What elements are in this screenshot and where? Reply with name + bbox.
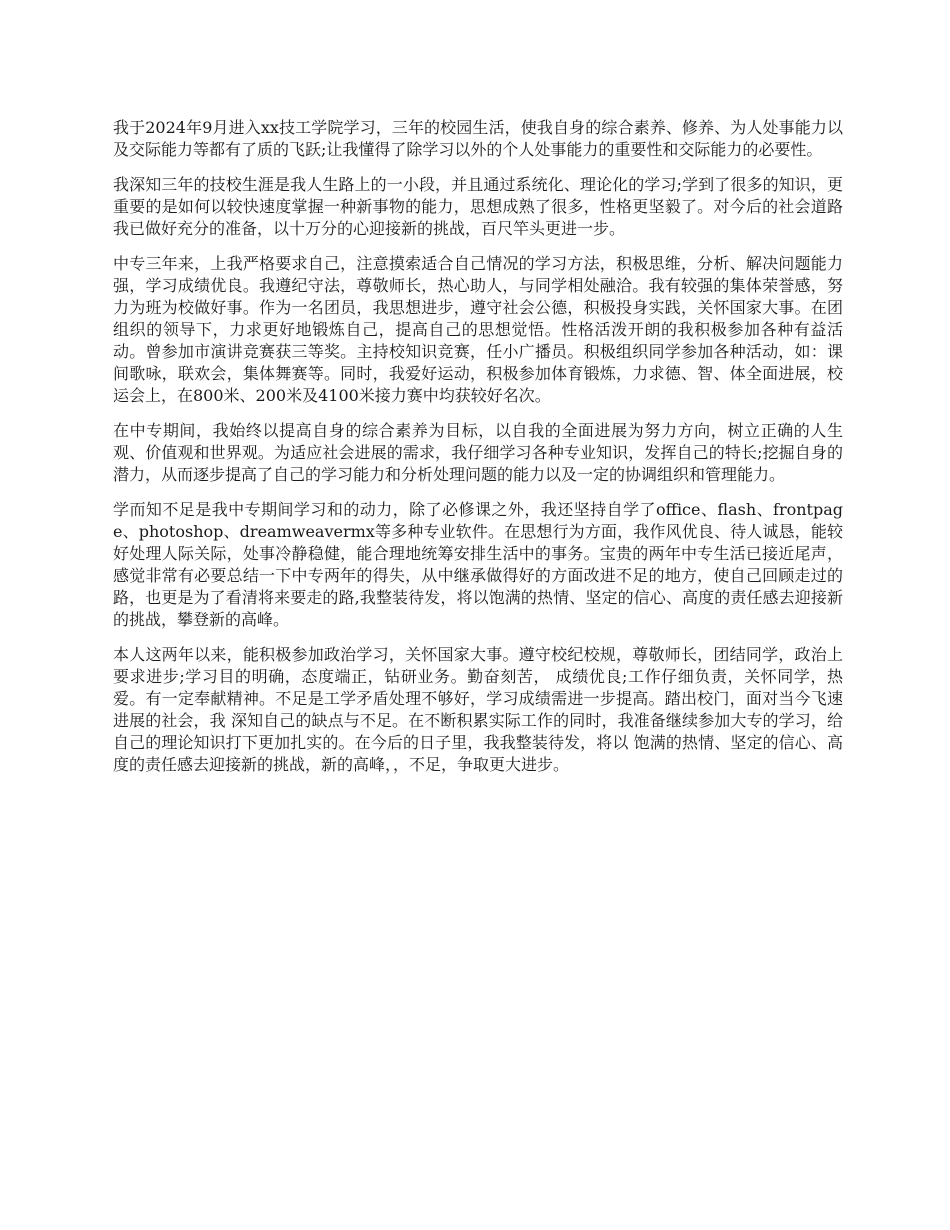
paragraph-5: 学而知不足是我中专期间学习和的动力，除了必修课之外，我还坚持自学了office、flash、frontpage、photoshop、dreamweavermx等多种专业软件。在思想行为方面，我作风优良、待人诚恳，能较好处理人际关际，处事冷静稳健，能合理地统筹安排生活中的事务。宝贵的两年中专生活已接近尾声，感觉非常有必要总结一下中专两年的得失，从中继承做得好的方面改进不足的地方，使自己回顾走过的路，也更是为了看清将来要走的路,我整装待发，将以饱满的热情、坚定的信心、高度的责任感去迎接新的挑战，攀登新的高峰。	[113, 500, 843, 629]
paragraph-3: 中专三年来，上我严格要求自己，注意摸索适合自己情况的学习方法，积极思维，分析、解决问题能力强，学习成绩优良。我遵纪守法，尊敬师长，热心助人，与同学相处融洽。我有较强的集体荣誉感，努力为班为校做好事。作为一名团员，我思想进步，遵守社会公德，积极投身实践，关怀国家大事。在团组织的领导下，力求更好地锻炼自己，提高自己的思想觉悟。性格活泼开朗的我积极参加各种有益活动。曾参加市演讲竞赛获三等奖。主持校知识竞赛，任小广播员。积极组织同学参加各种活动，如：课间歌咏，联欢会，集体舞赛等。同时，我爱好运动，积极参加体育锻炼，力求德、智、体全面进展，校运会上，在800米、200米及4100米接力赛中均获较好名次。	[113, 254, 843, 405]
paragraph-2: 我深知三年的技校生涯是我人生路上的一小段，并且通过系统化、理论化的学习;学到了很多的知识，更重要的是如何以较快速度掌握一种新事物的能力，思想成熟了很多，性格更坚毅了。对今后的社会道路我已做好充分的准备，以十万分的心迎接新的挑战，百尺竿头更进一步。	[113, 175, 843, 238]
paragraph-4: 在中专期间，我始终以提高自身的综合素养为目标，以自我的全面进展为努力方向，树立正确的人生观、价值观和世界观。为适应社会进展的需求，我仔细学习各种专业知识，发挥自己的特长;挖掘自身的潜力，从而逐步提高了自己的学习能力和分析处理问题的能力以及一定的协调组织和管理能力。	[113, 421, 843, 484]
paragraph-1: 我于2024年9月进入xx技工学院学习，三年的校园生活，使我自身的综合素养、修养、为人处事能力以及交际能力等都有了质的飞跃;让我懂得了除学习以外的个人处事能力的重要性和交际能力的必要性。	[113, 118, 843, 159]
document-page	[113, 117, 843, 789]
paragraph-6: 本人这两年以来，能积极参加政治学习，关怀国家大事。遵守校纪校规，尊敬师长，团结同学，政治上要求进步;学习目的明确，态度端正，钻研业务。勤奋刻苦， 成绩优良;工作仔细负责，关怀同学，热爱。有一定奉献精神。不足是工学矛盾处理不够好，学习成绩需进一步提高。踏出校门，面对当今飞速进展的社会，我 深知自己的缺点与不足。在不断积累实际工作的同时，我准备继续参加大专的学习，给自己的理论知识打下更加扎实的。在今后的日子里，我我整装待发，将以 饱满的热情、坚定的信心、高度的责任感去迎接新的挑战，新的高峰，，不足，争取更大进步。	[113, 645, 843, 774]
